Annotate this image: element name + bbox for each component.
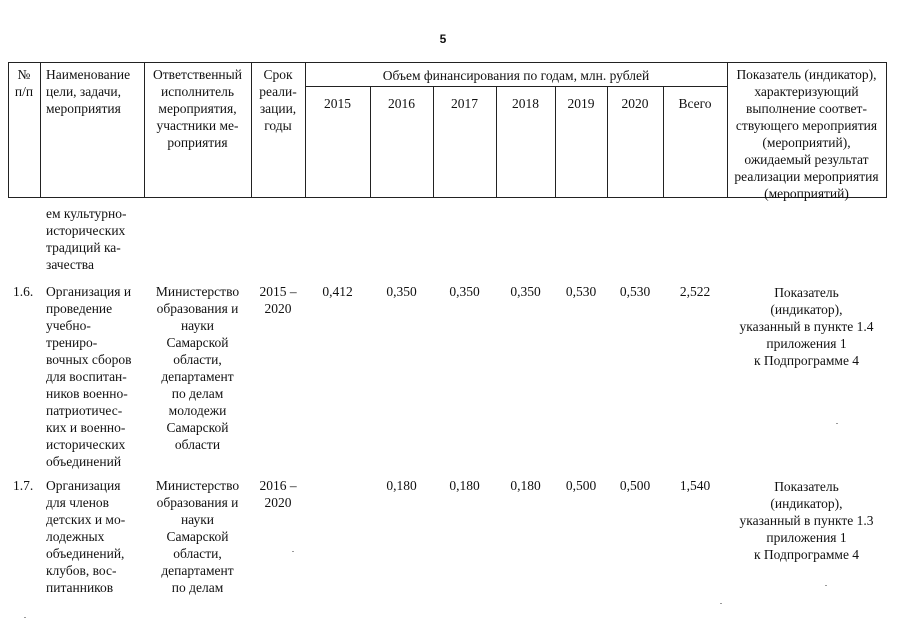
row-1-6-name: Организация и проведение учебно- трениро- вочных сборов для воспитан- ников военно- патриотичес- ких и военно- исторических объединений [46,284,132,469]
row-1-7-value-2018: 0,180 [510,478,541,493]
scan-speck [720,603,722,604]
header-year-2020: 2020 [621,96,649,111]
row-1-7-value-2017: 0,180 [449,478,480,493]
row-1-6-indicator: Показатель (индикатор), указанный в пункте 1.4 приложения 1 к Подпрограмме 4 [739,285,874,368]
row-1-7-value-2019: 0,500 [565,478,597,493]
row-1-6-term: 2015 – 2020 [259,284,297,316]
row-1-7-indicator: Показатель (индикатор), указанный в пункте 1.3 приложения 1 к Подпрограмме 4 [739,479,874,562]
row-1-6-value-2017: 0,350 [449,284,480,299]
page-number: 5 [439,32,447,46]
scan-speck [24,617,26,618]
row-1-7-term: 2016 – 2020 [259,478,297,510]
row-1-7-value-2016: 0,180 [386,478,417,493]
row-1-7-name: Организация для членов детских и мо- лодежных объединений, клубов, вос- питанников [46,478,126,595]
row-1-6-value-2015: 0,412 [322,284,353,299]
scan-speck [825,585,827,586]
header-year-2015: 2015 [324,96,351,111]
row-1-6-value-2018: 0,350 [510,284,541,299]
header-indicator: Показатель (индикатор), характеризующий выполнение соответ- ствующего мероприятия (мероприятий), ожидаемый результат реализации мероприятия (мероприятий) [734,67,879,201]
row-1-6-value-2019: 0,530 [565,284,597,299]
header-funding-title: Объем финансирования по годам, млн. рублей [382,68,650,83]
row-1-6-num: 1.6. [13,284,34,299]
row-1-6-value-total: 2,522 [679,284,711,299]
header-total: Всего [678,96,712,111]
column-divider [40,62,41,198]
header-responsible: Ответственный исполнитель мероприятия, участники ме- роприятия [153,67,242,150]
row-1-7-value-2020: 0,500 [619,478,651,493]
table-top-border [8,62,887,63]
header-year-2019: 2019 [567,96,595,111]
row-1-6-value-2016: 0,350 [386,284,417,299]
column-divider [886,62,887,198]
header-num: № п/п [14,67,34,99]
row-1-7-value-total: 1,540 [679,478,711,493]
header-year-2017: 2017 [451,96,478,111]
header-year-2016: 2016 [388,96,415,111]
header-term: Срок реали- зации, годы [259,67,297,133]
row-1-7-num: 1.7. [13,478,34,493]
scan-speck [292,551,294,552]
row-1-7-responsible: Министерство образования и науки Самарской области, департамент по делам [155,478,240,595]
header-year-2018: 2018 [512,96,539,111]
header-name: Наименование цели, задачи, мероприятия [46,67,131,116]
scan-speck [836,423,838,424]
row-1-6-responsible: Министерство образования и науки Самарской области, департамент по делам молодежи Самарской области [155,284,240,452]
continuation-name: ем культурно- исторических традиций ка- зачества [46,206,127,272]
row-1-6-value-2020: 0,530 [619,284,651,299]
